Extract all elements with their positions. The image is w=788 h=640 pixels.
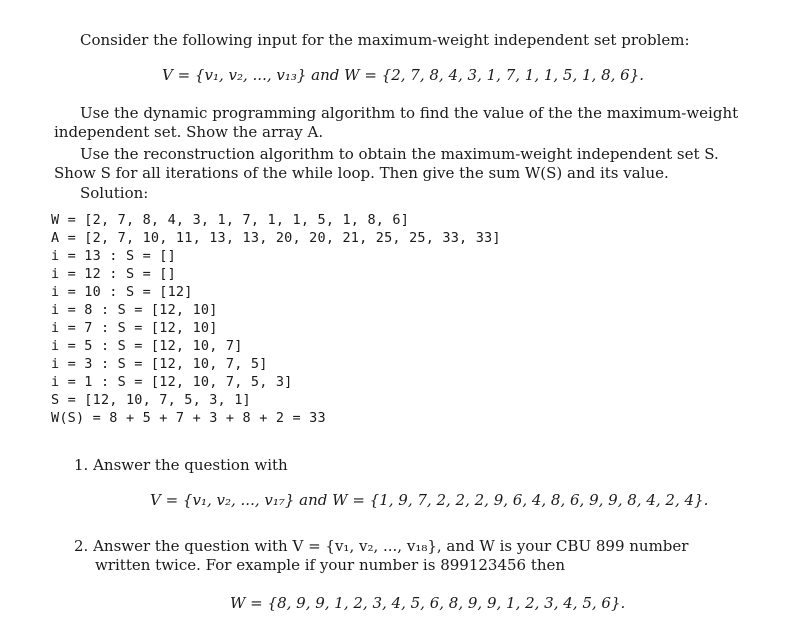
solution-iteration: i = 10 : S = [12]: [51, 284, 193, 300]
solution-iteration: i = 13 : S = []: [51, 248, 176, 264]
solution-iteration: i = 1 : S = [12, 10, 7, 5, 3]: [51, 374, 293, 390]
solution-set-s: S = [12, 10, 7, 5, 3, 1]: [51, 392, 251, 408]
question-2-line: written twice. For example if your number is 899123456 then: [95, 556, 566, 574]
intro-line: Consider the following input for the maximum-weight independent set problem:: [80, 31, 690, 49]
question-1-label: 1. Answer the question with: [74, 456, 288, 474]
instruction-line: independent set. Show the array A.: [54, 123, 324, 141]
solution-iteration: i = 12 : S = []: [51, 266, 176, 282]
solution-iteration: i = 5 : S = [12, 10, 7]: [51, 338, 243, 354]
intro-formula: V = {v₁, v₂, ..., v₁₃} and W = {2, 7, 8, 4, 3, 1, 7, 1, 1, 5, 1, 8, 6}.: [162, 66, 645, 84]
instruction-line: Use the dynamic programming algorithm to find the value of the the maximum-weight: [80, 104, 739, 122]
question-1-formula: V = {v₁, v₂, ..., v₁₇} and W = {1, 9, 7, 2, 2, 2, 9, 6, 4, 8, 6, 9, 9, 8, 4, 2, 4}.: [150, 491, 709, 509]
question-2-formula: W = {8, 9, 9, 1, 2, 3, 4, 5, 6, 8, 9, 9, 1, 2, 3, 4, 5, 6}.: [230, 594, 626, 612]
instruction-line: Use the reconstruction algorithm to obtain the maximum-weight independent set S.: [80, 145, 719, 163]
solution-array-a: A = [2, 7, 10, 11, 13, 13, 20, 20, 21, 25, 25, 33, 33]: [51, 230, 501, 246]
solution-iteration: i = 7 : S = [12, 10]: [51, 320, 218, 336]
question-2-line: 2. Answer the question with V = {v₁, v₂, ..., v₁₈}, and W is your CBU 899 number: [74, 537, 689, 555]
solution-iteration: i = 3 : S = [12, 10, 7, 5]: [51, 356, 268, 372]
solution-weights: W = [2, 7, 8, 4, 3, 1, 7, 1, 1, 5, 1, 8, 6]: [51, 212, 410, 228]
instruction-line: Show S for all iterations of the while loop. Then give the sum W(S) and its value.: [54, 164, 669, 182]
solution-iteration: i = 8 : S = [12, 10]: [51, 302, 218, 318]
solution-weight-sum: W(S) = 8 + 5 + 7 + 3 + 8 + 2 = 33: [51, 410, 326, 426]
solution-label: Solution:: [80, 184, 149, 202]
